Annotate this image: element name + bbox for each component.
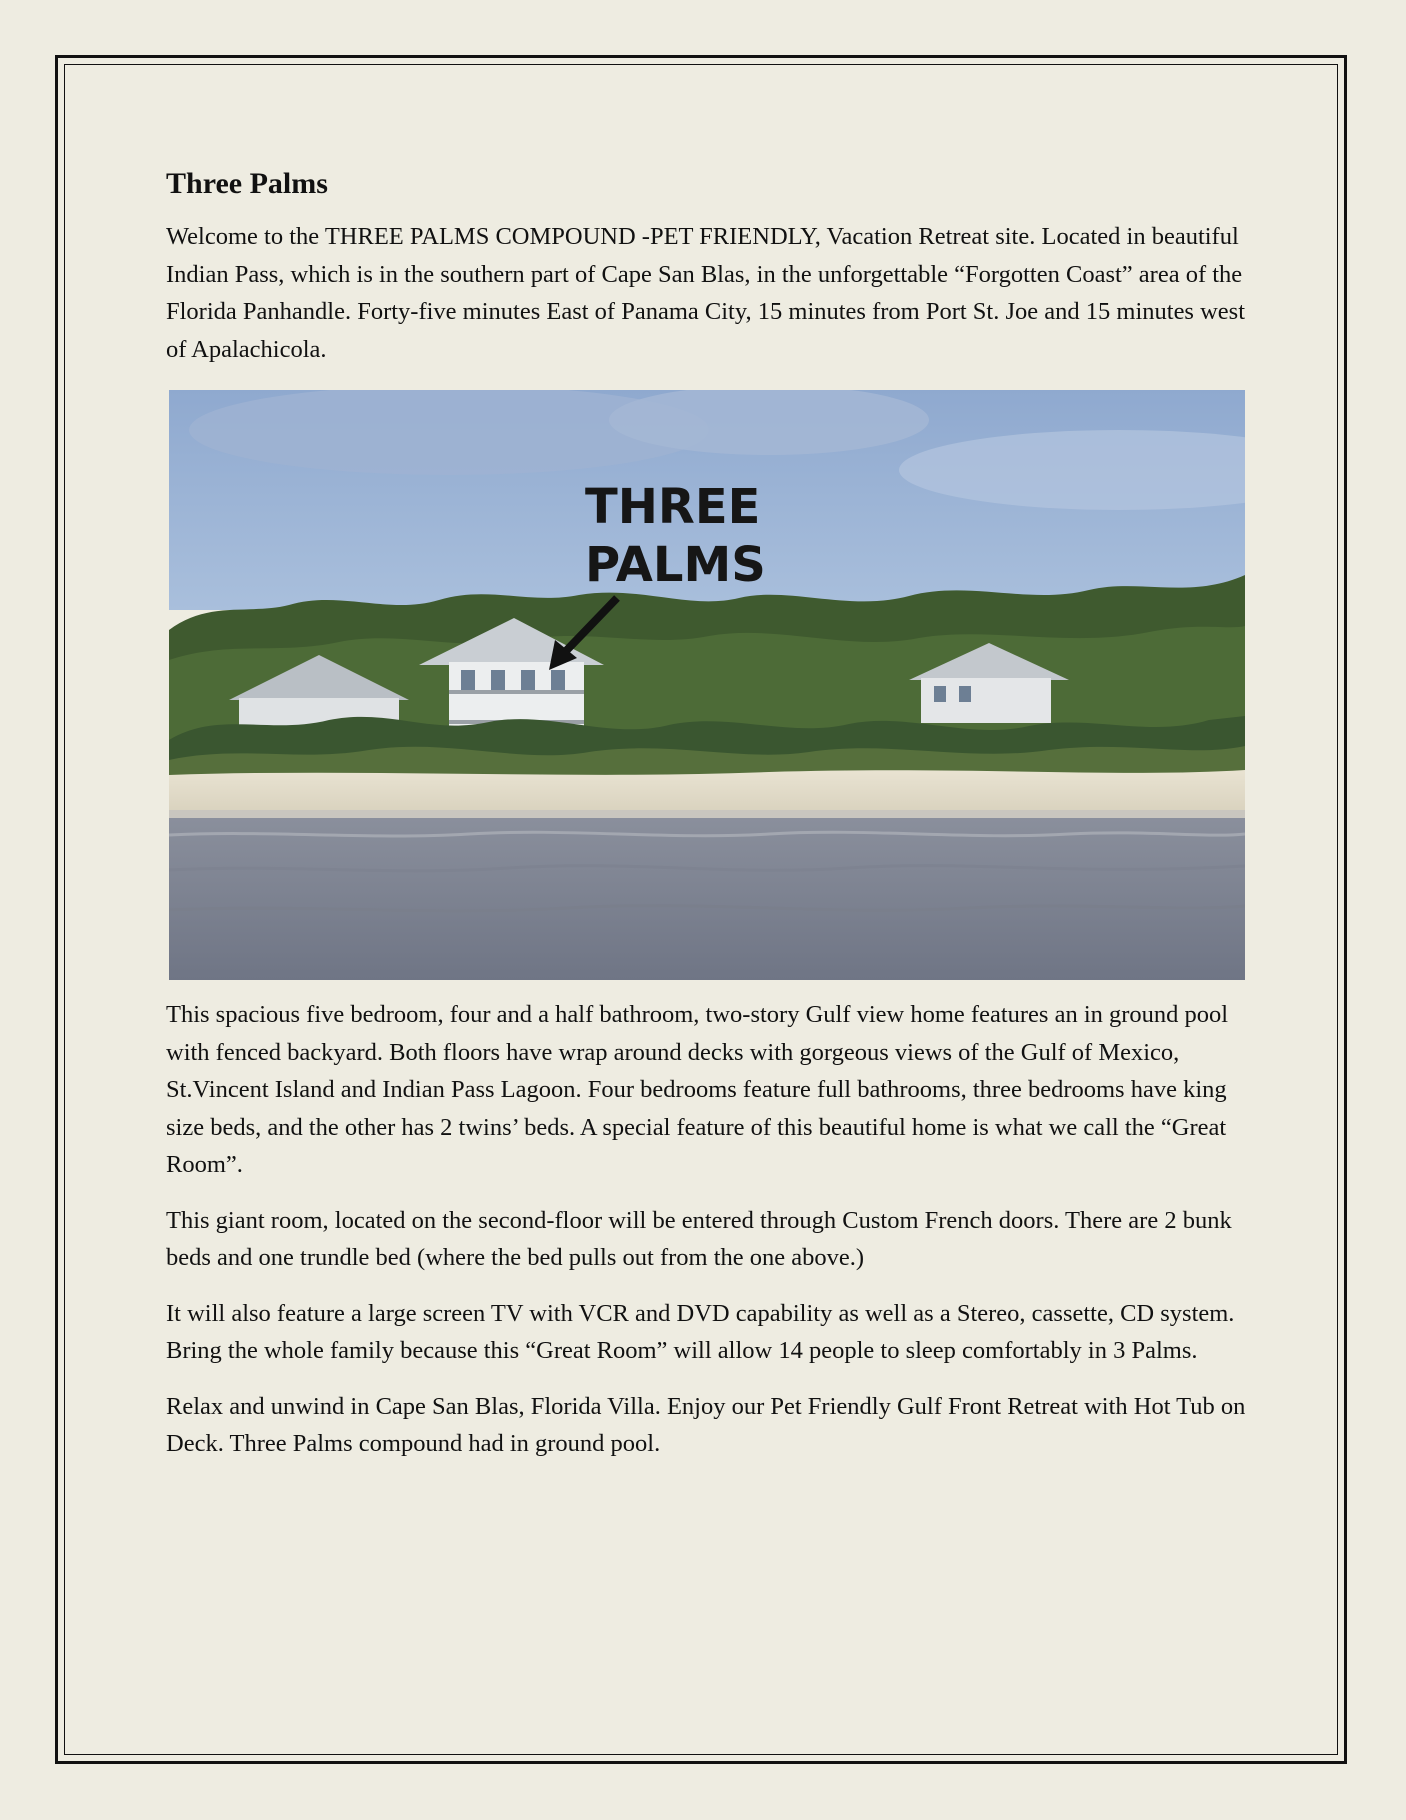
paragraph-entertainment: It will also feature a large screen TV with VCR and DVD capability as well as a Stereo, cassette, CD system. Bring the whole family because this “Great Room” will allow 14 people to sleep comfortably in 3 Palms. [166, 1299, 1235, 1364]
caption-line-2: PALMS [585, 537, 766, 593]
beach-house-photo [169, 390, 1245, 980]
paragraph-relax: Relax and unwind in Cape San Blas, Florida Villa. Enjoy our Pet Friendly Gulf Front Retreat with Hot Tub on Deck. Three Palms compound had in ground pool. [166, 1392, 1246, 1457]
photo-caption [585, 478, 766, 594]
document-title: Three Palms [166, 167, 328, 200]
caption-line-1: THREE [585, 479, 761, 535]
paragraph-great-room: This giant room, located on the second-floor will be entered through Custom French doors. There are 2 bunk beds and one trundle bed (where the bed pulls out from the one above.) [166, 1206, 1232, 1271]
intro-paragraph: Welcome to the THREE PALMS COMPOUND -PET FRIENDLY, Vacation Retreat site. Located in beautiful Indian Pass, which is in the southern part of Cape San Blas, in the unforgettable “Forgotten Coast” area of the Florida Panhandle. Forty-five minutes East of Panama City, 15 minutes from Port St. Joe and 15 minutes west of Apalachicola. [166, 223, 1246, 363]
paragraph-features: This spacious five bedroom, four and a half bathroom, two-story Gulf view home features an in ground pool with fenced backyard. Both floors have wrap around decks with gorgeous views of the Gulf of Mexico, St.Vincent Island and Indian Pass Lagoon. Four bedrooms feature full bathrooms, three bedrooms have king size beds, and the other has 2 twins’ beds. A special feature of this beautiful home is what we call the “Great Room”. [166, 1001, 1229, 1178]
document-body [166, 164, 1251, 1481]
